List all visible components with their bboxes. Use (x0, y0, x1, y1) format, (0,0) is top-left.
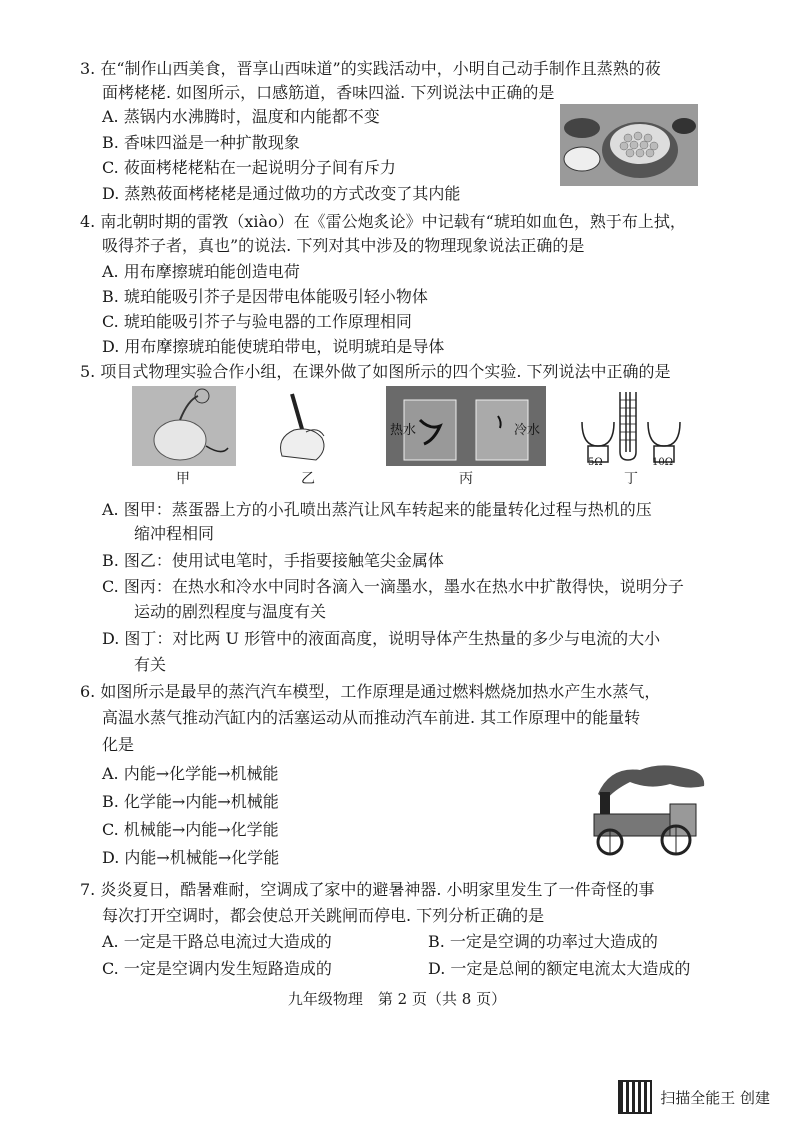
q5-stem: 5. 项目式物理实验合作小组，在课外做了如图所示的四个实验. 下列说法中正确的是 (80, 362, 671, 381)
figure-ding-u-tube-heating (576, 386, 686, 466)
figure-jia-steam-egg-cooker (132, 386, 236, 466)
q6-stem-line3: 化是 (102, 735, 135, 754)
label-hot-water: 热水 (390, 423, 417, 438)
scanner-watermark-text: 扫描全能王 创建 (660, 1088, 770, 1107)
q6-stem-line1: 6. 如图所示是最早的蒸汽汽车模型，工作原理是通过燃料燃烧加热水产生水蒸气， (80, 682, 661, 701)
page-footer: 九年级物理 第 2 页（共 8 页） (287, 990, 507, 1008)
q6-option-c: C. 机械能→内能→化学能 (102, 820, 279, 839)
q5-option-a-line2: 缩冲程相同 (134, 524, 215, 543)
steamed-noodle-photo (560, 104, 698, 186)
scanner-watermark (618, 1080, 770, 1114)
caption-ding: 丁 (624, 471, 638, 487)
q5-option-c-line2: 运动的剧烈程度与温度有关 (134, 602, 327, 621)
caption-yi: 乙 (301, 471, 315, 487)
q3-option-b: B. 香味四溢是一种扩散现象 (102, 133, 300, 152)
q7-option-b: B. 一定是空调的功率过大造成的 (428, 932, 658, 951)
q4-option-c: C. 琥珀能吸引芥子与验电器的工作原理相同 (102, 312, 412, 331)
q7-stem-line1: 7. 炎炎夏日，酷暑难耐，空调成了家中的避暑神器. 小明家里发生了一件奇怪的事 (80, 880, 655, 899)
q4-option-a: A. 用布摩擦琥珀能创造电荷 (102, 262, 300, 281)
resistor-5-ohm-label: 5Ω (588, 457, 603, 468)
caption-bing: 丙 (459, 471, 473, 487)
resistor-10-ohm-label: 10Ω (652, 457, 674, 468)
q3-option-c: C. 莜面栲栳栳粘在一起说明分子间有斥力 (102, 158, 396, 177)
q6-option-a: A. 内能→化学能→机械能 (102, 764, 279, 783)
q5-option-b: B. 图乙：使用试电笔时，手指要接触笔尖金属体 (102, 551, 444, 570)
label-cold-water: 冷水 (514, 423, 541, 438)
q4-option-d: D. 用布摩擦琥珀能使琥珀带电，说明琥珀是导体 (102, 337, 445, 356)
q7-option-a: A. 一定是干路总电流过大造成的 (102, 932, 332, 951)
q6-option-b: B. 化学能→内能→机械能 (102, 792, 279, 811)
q4-stem-line2: 吸得芥子者，真也”的说法. 下列对其中涉及的物理现象说法正确的是 (102, 236, 585, 255)
caption-jia: 甲 (176, 471, 190, 487)
qr-code-icon (618, 1080, 652, 1114)
q6-option-d: D. 内能→机械能→化学能 (102, 848, 280, 867)
steam-car-illustration (580, 760, 710, 856)
q5-option-d-line1: D. 图丁：对比两 U 形管中的液面高度，说明导体产生热量的多少与电流的大小 (102, 629, 661, 648)
q4-option-b: B. 琥珀能吸引芥子是因带电体能吸引轻小物体 (102, 287, 428, 306)
figure-yi-test-pen-hand (262, 386, 354, 466)
q5-option-d-line2: 有关 (134, 655, 167, 674)
q7-option-d: D. 一定是总闸的额定电流太大造成的 (428, 959, 691, 978)
q7-stem-line2: 每次打开空调时，都会使总开关跳闸而停电. 下列分析正确的是 (102, 906, 545, 925)
q5-option-c-line1: C. 图丙：在热水和冷水中同时各滴入一滴墨水，墨水在热水中扩散得快，说明分子 (102, 577, 684, 596)
q3-stem-line2: 面栲栳栳. 如图所示，口感筋道，香味四溢. 下列说法中正确的是 (102, 83, 555, 102)
q3-option-d: D. 蒸熟莜面栲栳栳是通过做功的方式改变了其内能 (102, 184, 461, 203)
q3-stem-line1: 3. 在“制作山西美食，晋享山西味道”的实践活动中，小明自己动手制作且蒸熟的莜 (80, 59, 661, 78)
q5-option-a-line1: A. 图甲：蒸蛋器上方的小孔喷出蒸汽让风车转起来的能量转化过程与热机的压 (102, 500, 652, 519)
q6-stem-line2: 高温水蒸气推动汽缸内的活塞运动从而推动汽车前进. 其工作原理中的能量转 (102, 708, 641, 727)
q4-stem-line1: 4. 南北朝时期的雷敩（xiào）在《雷公炮炙论》中记载有“琥珀如血色，熟于布上拭， (80, 212, 686, 231)
q7-option-c: C. 一定是空调内发生短路造成的 (102, 959, 332, 978)
q3-option-a: A. 蒸锅内水沸腾时，温度和内能都不变 (102, 107, 380, 126)
